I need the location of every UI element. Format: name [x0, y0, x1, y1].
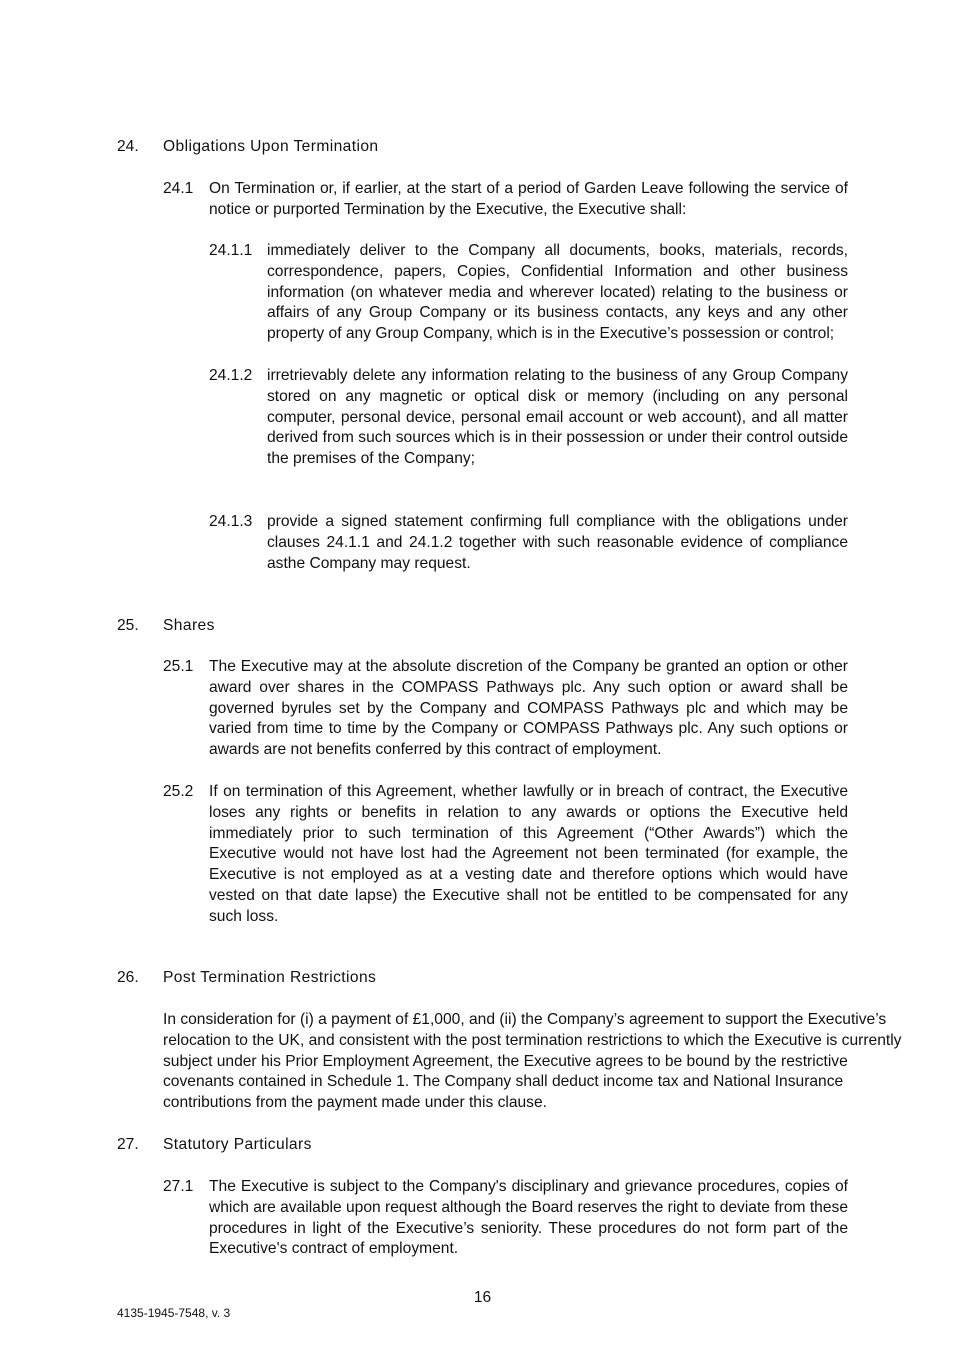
clause-27-1-text: The Executive is subject to the Company's disciplinary and grievance procedures, copies of which are available upon request although the Board reserves the right to deviate from these procedures in light of the Executive’s seniority. These procedures do not form part of the Executive's contract of employment. — [209, 1178, 848, 1258]
section-25-heading: Shares — [163, 617, 215, 634]
section-24-heading: Obligations Upon Termination — [163, 138, 379, 155]
section-24-number: 24. — [117, 138, 139, 155]
clause-24-1-number: 24.1 — [163, 180, 194, 197]
clause-25-2-number: 25.2 — [163, 783, 194, 800]
section-26-body: In consideration for (i) a payment of £1,000, and (ii) the Company’s agreement to support the Executive’s relocation to the UK, and consistent with the post termination restrictions to which the Executive is currently subject under his Prior Employment Agreement, the Executive agrees to be bound by the restrictive covenants contained in Schedule 1. The Company shall deduct income tax and National Insurance contributions from the payment made under this clause. — [163, 1011, 902, 1112]
document-reference: 4135-1945-7548, v. 3 — [117, 1306, 231, 1320]
clause-24-1-3-number: 24.1.3 — [209, 513, 253, 530]
clause-25-1-text: The Executive may at the absolute discretion of the Company be granted an option or other award over shares in the COMPASS Pathways plc. Any such option or award shall be governed byrules set by the Company and COMPASS Pathways plc and which may be varied from time to time by the Company or COMPASS Pathways plc. Any such options or awards are not benefits conferred by this contract of employment. — [209, 658, 848, 759]
clause-24-1-1-number: 24.1.1 — [209, 242, 253, 259]
clause-24-1-1-text: immediately deliver to the Company all documents, books, materials, records, correspondence, papers, Copies, Confidential Information and other business information (on whatever media and wherever located) relating to the business or affairs of any Group Company or its business contacts, any keys and any other property of any Group Company, which is in the Executive’s possession or control; — [267, 242, 848, 343]
clause-24-1-3-text: provide a signed statement confirming full compliance with the obligations under clauses 24.1.1 and 24.1.2 together with such reasonable evidence of compliance asthe Company may request. — [267, 513, 848, 572]
clause-24-1-2-text: irretrievably delete any information relating to the business of any Group Company stored on any magnetic or optical disk or memory (including on any personal computer, personal device, personal email account or web account), and all matter derived from such sources which is in their possession or under their control outside the premises of the Company; — [267, 367, 848, 468]
section-25-number: 25. — [117, 617, 139, 634]
section-27-number: 27. — [117, 1136, 139, 1153]
clause-27-1-number: 27.1 — [163, 1178, 194, 1195]
clause-24-1-text: On Termination or, if earlier, at the start of a period of Garden Leave following the service of notice or purported Termination by the Executive, the Executive shall: — [209, 180, 848, 218]
section-26-number: 26. — [117, 969, 139, 986]
section-27-heading: Statutory Particulars — [163, 1136, 312, 1153]
clause-25-1-number: 25.1 — [163, 658, 194, 675]
clause-24-1-2-number: 24.1.2 — [209, 367, 253, 384]
page-number: 16 — [473, 1289, 492, 1306]
clause-25-2-text: If on termination of this Agreement, whether lawfully or in breach of contract, the Executive loses any rights or benefits in relation to any awards or options the Executive held immediately prior to such termination of this Agreement (“Other Awards”) which the Executive would not have lost had the Agreement not been terminated (for example, the Executive is not employed as at a vesting date and therefore options which would have vested on that date lapse) the Executive shall not be entitled to be compensated for any such loss. — [209, 783, 848, 925]
section-26-heading: Post Termination Restrictions — [163, 969, 377, 986]
